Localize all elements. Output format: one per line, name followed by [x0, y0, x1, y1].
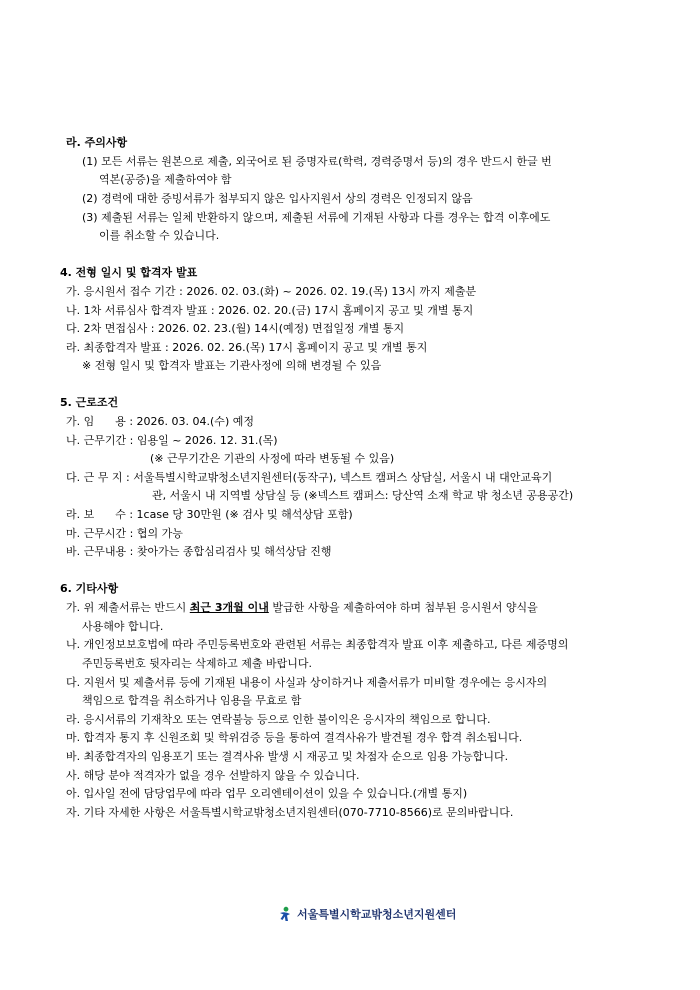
section-title-other: 6. 기타사항: [60, 582, 119, 595]
other-item-ga-pre: 가. 위 제출서류는 반드시: [66, 601, 190, 614]
caution-item-1-cont: 역본(공증)을 제출하여야 함: [99, 173, 232, 186]
other-item-ra: 라. 응시서류의 기재착오 또는 연락불능 등으로 인한 불이익은 응시자의 책임으로 합니다.: [66, 713, 491, 726]
other-item-ja: 자. 기타 자세한 사항은 서울특별시학교밖청소년지원센터(070-7710-8566)로 문의바랍니다.: [66, 806, 514, 819]
footer-org-name: 서울특별시학교밖청소년지원센터: [297, 908, 457, 921]
caution-item-3-cont: 이를 취소할 수 있습니다.: [99, 229, 220, 242]
footer-logo: [277, 906, 456, 922]
conditions-period-note: (※ 근무기간은 기관의 사정에 따라 변동될 수 있음): [150, 452, 395, 465]
section-title-schedule: 4. 전형 일시 및 합격자 발표: [60, 266, 198, 279]
conditions-period: 나. 근무기간 : 임용일 ~ 2026. 12. 31.(목): [66, 434, 278, 447]
caution-item-3: (3) 제출된 서류는 일체 반환하지 않으며, 제출된 서류에 기재된 사항과 다를 경우는 합격 이후에도: [82, 211, 551, 224]
person-logo-icon: [277, 906, 293, 922]
other-item-da-cont: 책임으로 합격을 취소하거나 임용을 무효로 함: [82, 694, 302, 707]
other-item-da: 다. 지원서 및 제출서류 등에 기재된 내용이 사실과 상이하거나 제출서류가 미비할 경우에는 응시자의: [66, 676, 548, 689]
other-item-na-cont: 주민등록번호 뒷자리는 삭제하고 제출 바랍니다.: [82, 657, 313, 670]
other-item-ba: 바. 최종합격자의 임용포기 또는 결격사유 발생 시 재공고 및 차점자 순으로 임용 가능합니다.: [66, 750, 509, 763]
other-item-ga: [66, 601, 538, 615]
schedule-note: ※ 전형 일시 및 합격자 발표는 기관사정에 의해 변경될 수 있음: [82, 359, 382, 372]
conditions-location-cont: 관, 서울시 내 지역별 상담실 등 (※넥스트 캠퍼스: 당산역 소재 학교 밖 청소년 공용공간): [152, 489, 574, 502]
other-item-ga-post: 발급한 사항을 제출하여야 하며 첨부된 응시원서 양식을: [268, 601, 538, 614]
section-title-conditions: 5. 근로조건: [60, 396, 119, 409]
emphasis-recent-3-months: 최근 3개월 이내: [189, 601, 269, 614]
schedule-item-1: 가. 응시원서 접수 기간 : 2026. 02. 03.(화) ~ 2026. 02. 19.(목) 13시 까지 제출분: [66, 285, 477, 298]
schedule-item-2: 나. 1차 서류심사 합격자 발표 : 2026. 02. 20.(금) 17시 홈페이지 공고 및 개별 통지: [66, 304, 474, 317]
other-item-ma: 마. 합격자 통지 후 신원조회 및 학위검증 등을 통하여 결격사유가 발견될 경우 합격 취소됩니다.: [66, 731, 523, 744]
other-item-a: 아. 입사일 전에 담당업무에 따라 업무 오리엔테이션이 있을 수 있습니다.(개별 통지): [66, 787, 468, 800]
conditions-pay: 라. 보 수 : 1case 당 30만원 (※ 검사 및 해석상담 포함): [66, 508, 353, 521]
schedule-item-3: 다. 2차 면접심사 : 2026. 02. 23.(월) 14시(예정) 면접일정 개별 통지: [66, 322, 405, 335]
conditions-hours: 마. 근무시간 : 협의 가능: [66, 527, 183, 540]
other-item-na: 나. 개인정보보호법에 따라 주민등록번호와 관련된 서류는 최종합격자 발표 이후 제출하고, 다른 제증명의: [66, 638, 569, 651]
other-item-ga-cont: 사용해야 합니다.: [82, 620, 164, 633]
conditions-duties: 바. 근무내용 : 찾아가는 종합심리검사 및 해석상담 진행: [66, 545, 332, 558]
section-title-caution: 라. 주의사항: [66, 136, 128, 149]
caution-item-2: (2) 경력에 대한 증빙서류가 첨부되지 않은 입사지원서 상의 경력은 인정되지 않음: [82, 192, 473, 205]
schedule-item-4: 라. 최종합격자 발표 : 2026. 02. 26.(목) 17시 홈페이지 공고 및 개별 통지: [66, 341, 428, 354]
caution-item-1: (1) 모든 서류는 원본으로 제출, 외국어로 된 증명자료(학력, 경력증명서 등)의 경우 반드시 한글 번: [82, 155, 552, 168]
conditions-location: 다. 근 무 지 : 서울특별시학교밖청소년지원센터(동작구), 넥스트 캠퍼스 상담실, 서울시 내 대안교육기: [66, 471, 553, 484]
other-item-sa: 사. 해당 분야 적격자가 없을 경우 선발하지 않을 수 있습니다.: [66, 769, 360, 782]
conditions-appointment: 가. 임 용 : 2026. 03. 04.(수) 예정: [66, 415, 254, 428]
